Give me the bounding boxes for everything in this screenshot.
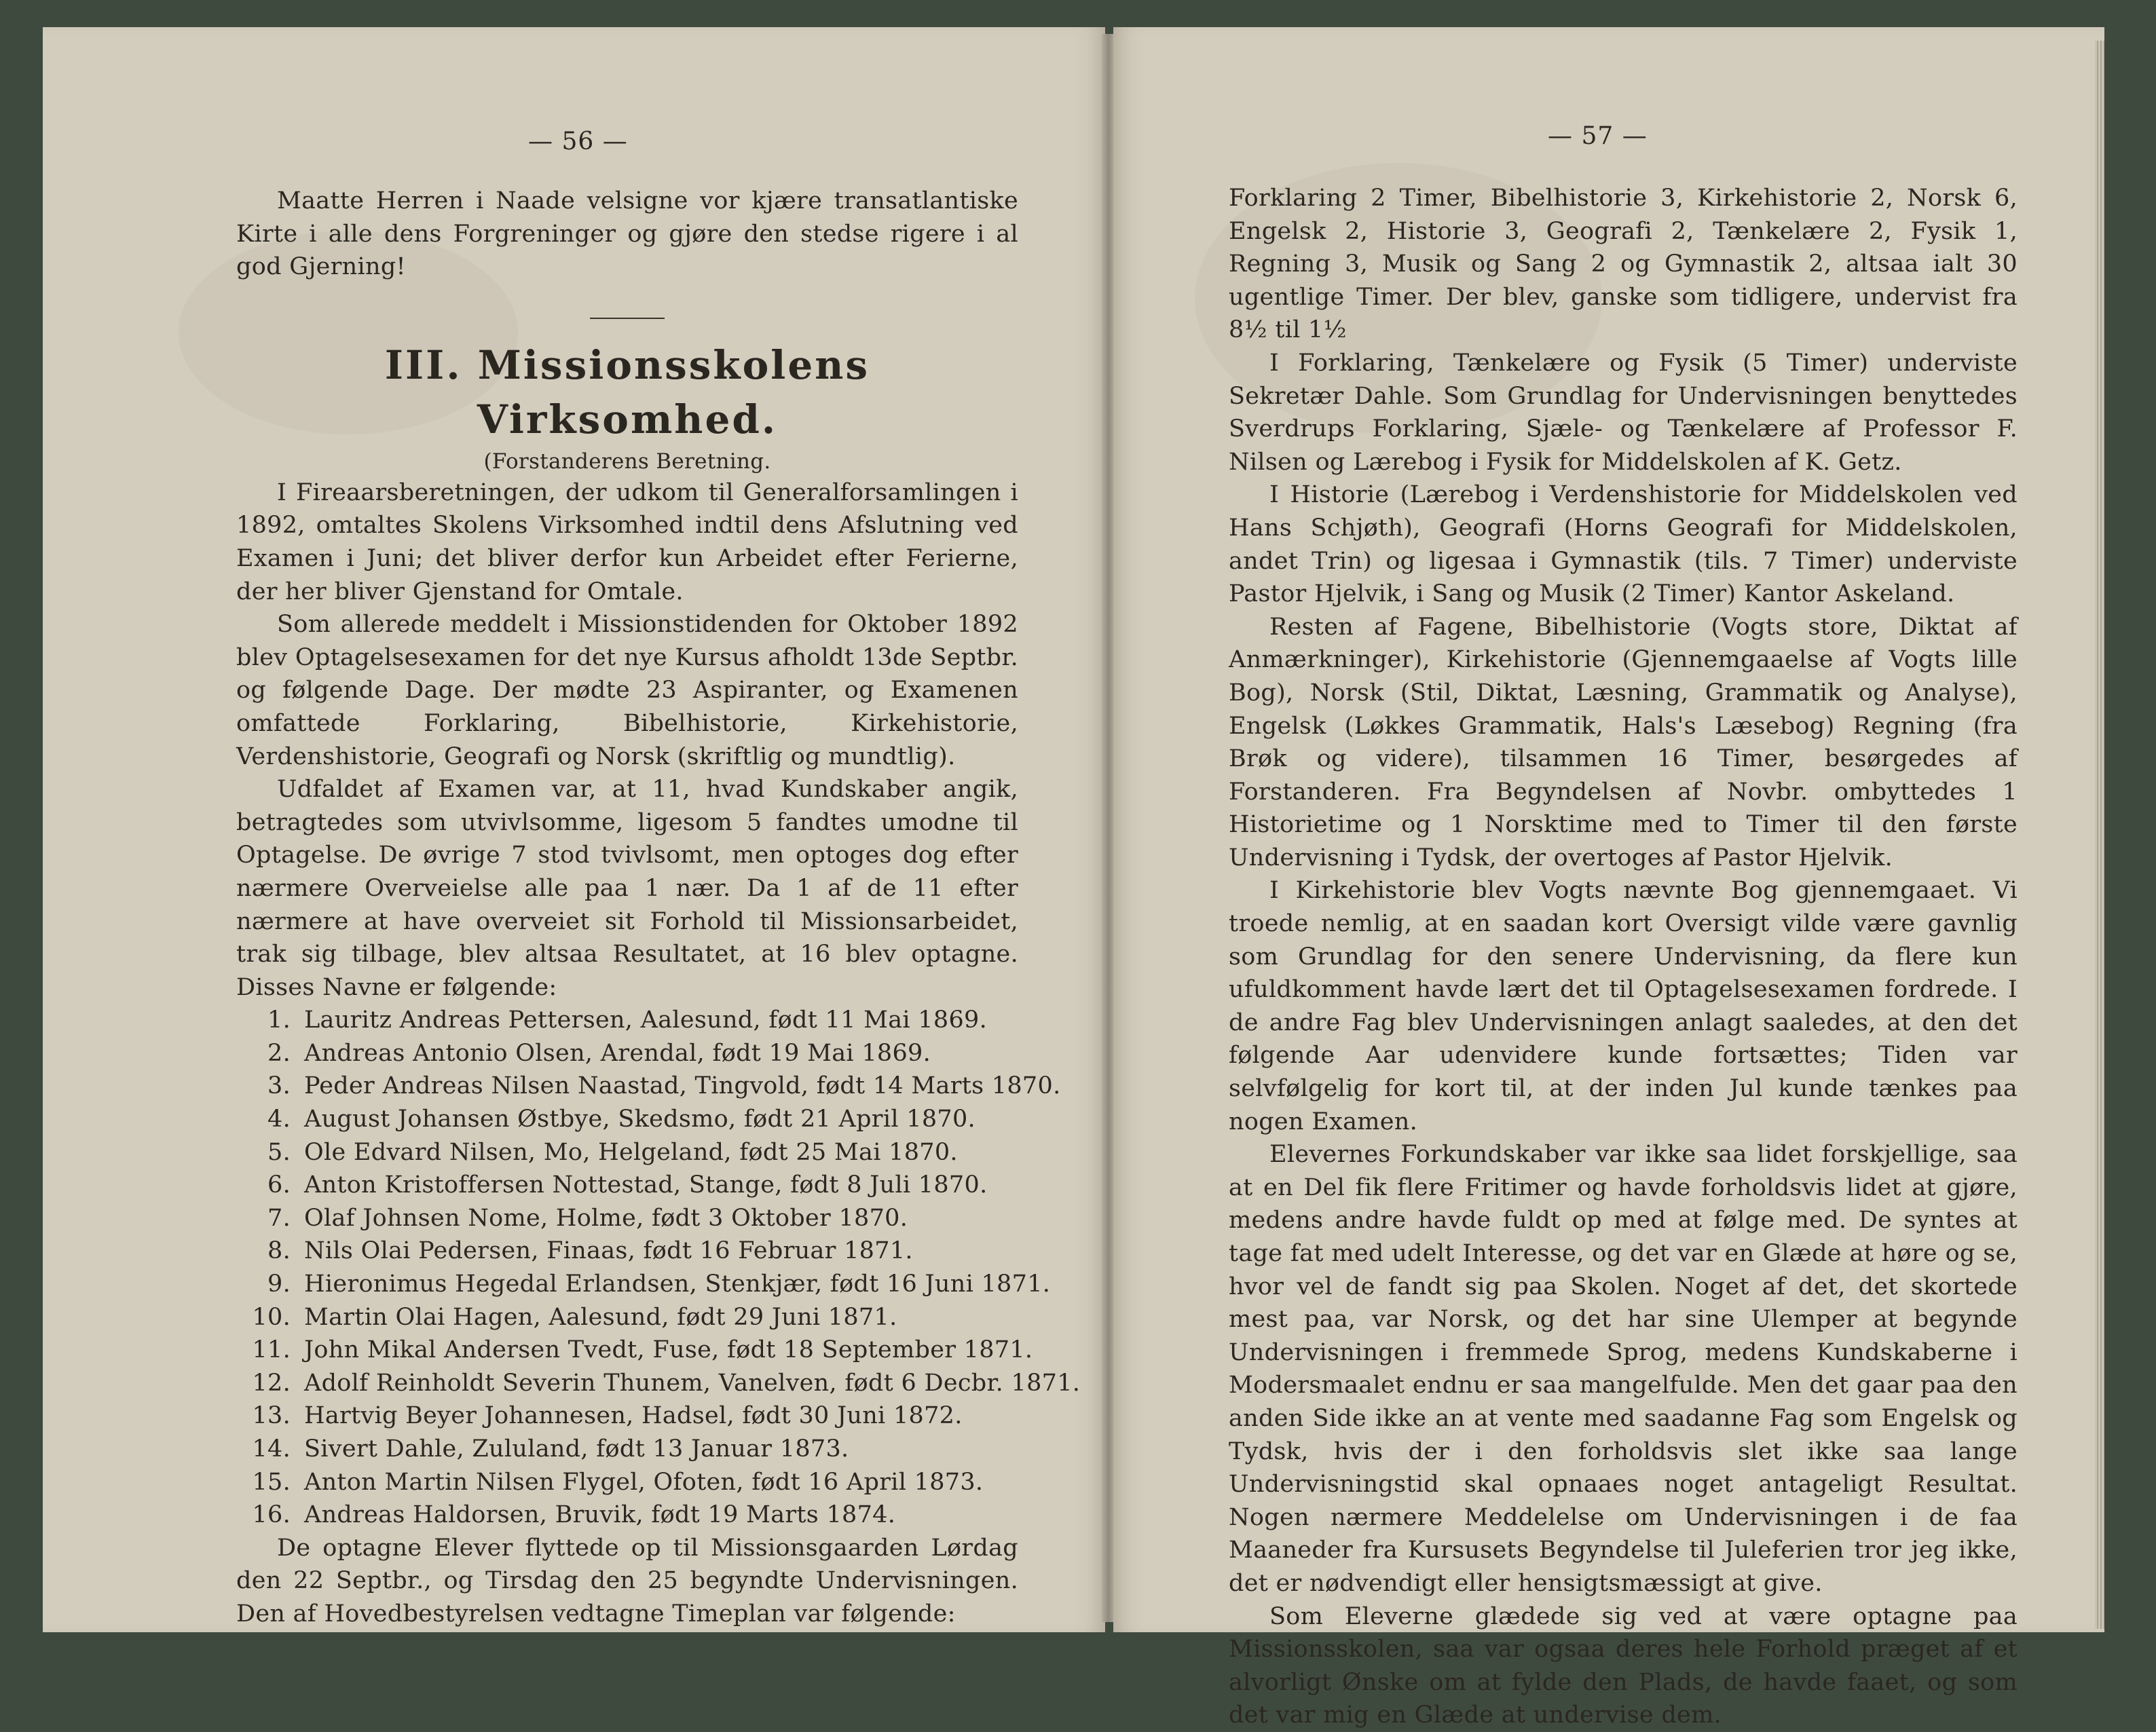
list-item: 14. Sivert Dahle, Zululand, født 13 Januar 1873. — [252, 1435, 849, 1463]
section-subtitle: (Forstanderens Beretning. — [483, 449, 771, 474]
list-item: 3. Peder Andreas Nilsen Naastad, Tingvold, født 14 Marts 1870. — [267, 1072, 1061, 1100]
paragraph: De optagne Elever flyttede op til Missionsgaarden Lørdag den 22 Septbr., og Tirsdag den 25 begyndte Undervisningen. Den af Hovedbestyrelsen vedtagne Timeplan var følgende: — [236, 1534, 1018, 1627]
list-item: 12. Adolf Reinholdt Severin Thunem, Vanelven, født 6 Decbr. 1871. — [252, 1369, 1081, 1397]
paragraph: I Fireaarsberetningen, der udkom til Generalforsamlingen i 1892, omtaltes Skolens Virksomhed indtil dens Afslutning ved Examen i Juni; det bliver derfor kun Arbeidet efter Ferierne, der her bliver Gjenstand for Omtale. — [236, 478, 1018, 605]
paragraph: I Forklaring, Tænkelære og Fysik (5 Timer) underviste Sekretær Dahle. Som Grundlag for Undervisningen benyttedes Sverdrups Forklaring, Sjæle- og Tænkelære af Professor F. Nilsen og Lærebog i Fysik for Middelskolen af K. Getz. — [1229, 349, 2018, 476]
list-item: 13. Hartvig Beyer Johannesen, Hadsel, født 30 Juni 1872. — [252, 1402, 963, 1430]
right-page — [1113, 27, 2104, 1729]
paragraph: Resten af Fagene, Bibelhistorie (Vogts store, Diktat af Anmærkninger), Kirkehistorie (Gjennemgaaelse af Vogts lille Bog), Norsk (Stil, Diktat, Læsning, Grammatik og Analyse), Engelsk (Løkkes Grammatik, Hals's Læsebog) Regning (fra Brøk og videre), tilsammen 16 Timer, besørgedes af Forstanderen. Fra Begyndelsen af Novbr. ombyttedes 1 Historietime og 1 Norsktime med to Timer til den første Undervisning i Tydsk, der overtoges af Pastor Hjelvik. — [1229, 613, 2018, 871]
section-title: III. Missionsskolens Virksomhed. — [384, 341, 870, 443]
list-item: 16. Andreas Haldorsen, Bruvik, født 19 Marts 1874. — [252, 1501, 896, 1529]
paragraph: I Historie (Lærebog i Verdenshistorie for Middelskolen ved Hans Schjøth), Geografi (Horns Geografi for Middelskolen, andet Trin) og ligesaa i Gymnastik (tils. 7 Timer) underviste Pastor Hjelvik, i Sang og Musik (2 Timer) Kantor Askeland. — [1229, 481, 2018, 608]
page-number: — 56 — — [528, 128, 628, 155]
section-divider — [590, 318, 665, 319]
list-item: 7. Olaf Johnsen Nome, Holme, født 3 Oktober 1870. — [267, 1204, 908, 1232]
list-item: 4. August Johansen Østbye, Skedsmo, født 21 April 1870. — [267, 1106, 975, 1133]
book-spread — [39, 27, 2108, 1729]
closing-paragraph: Maatte Herren i Naade velsigne vor kjære transatlantiske Kirte i alle dens Forgreninger og gjøre den stedse rigere i al god Gjerning! — [236, 187, 1018, 281]
paragraph: Udfaldet af Examen var, at 11, hvad Kundskaber angik, betragtedes som utvivlsomme, ligesom 5 fandtes umodne til Optagelse. De øvrige 7 stod tvivlsomt, men optoges dog efter nærmere Overveielse alle paa 1 nær. Da 1 af de 11 efter nærmere at have overveiet sit Forhold til Missionsarbeidet, trak sig tilbage, blev altsaa Resultatet, at 16 blev optagne. Disses Navne er følgende: — [236, 776, 1018, 1001]
list-item: 6. Anton Kristoffersen Nottestad, Stange, født 8 Juli 1870. — [267, 1171, 988, 1199]
paragraph: Som allerede meddelt i Missionstidenden for Oktober 1892 blev Optagelsesexamen for det nye Kursus afholdt 13de Septbr. og følgende Dage. Der mødte 23 Aspiranter, og Examenen omfattede Forklaring, Bibelhistorie, Kirkehistorie, Verdenshistorie, Geografi og Norsk (skriftlig og mundtlig). — [236, 611, 1018, 770]
list-item: 8. Nils Olai Pedersen, Finaas, født 16 Februar 1871. — [267, 1237, 913, 1265]
left-page — [43, 27, 1105, 1632]
paragraph: Elevernes Forkundskaber var ikke saa lidet forskjellige, saa at en Del fik flere Fritimer og havde forholdsvis lidet at gjøre, medens andre havde fuldt op med at følge med. De syntes at tage fat med udelt Interesse, og det var en Glæde at høre og se, hvor vel de fandt sig paa Skolen. Noget af det, det skortede mest paa, var Norsk, og det har sine Ulemper at begynde Undervisningen i fremmede Sprog, medens Kundskaberne i Modersmaalet endnu er saa mangelfulde. Men det gaar paa den anden Side ikke an at vente med saadanne Fag som Engelsk og Tydsk, hvis der i den forholdsvis slet ikke saa lange Undervisningstid skal opnaaes noget antageligt Resultat. Nogen nærmere Meddelelse om Undervisningen i de faa Maaneder fra Kursusets Begyndelse til Juleferien tror jeg ikke, det er nødvendigt eller hensigtsmæssigt at give. — [1229, 1141, 2018, 1597]
student-list — [236, 1004, 1081, 1532]
list-item: 10. Martin Olai Hagen, Aalesund, født 29 Juni 1871. — [252, 1303, 897, 1331]
list-item: 2. Andreas Antonio Olsen, Arendal, født 19 Mai 1869. — [267, 1039, 931, 1067]
paragraph: Forklaring 2 Timer, Bibelhistorie 3, Kirkehistorie 2, Norsk 6, Engelsk 2, Historie 3, Geografi 2, Tænkelære 2, Fysik 1, Regning 3, Musik og Sang 2 og Gymnastik 2, altsaa ialt 30 ugentlige Timer. Der blev, ganske som tidligere, undervist fra 8½ til 1½ — [1229, 185, 2018, 344]
left-page-text — [236, 185, 1081, 1631]
paragraph: I Kirkehistorie blev Vogts nævnte Bog gjennemgaaet. Vi troede nemlig, at en saadan kort Oversigt vilde være gavnlig som Grundlag for den senere Undervisning, da flere kun ufuldkomment havde lært det til Optagelsesexamen fordrede. I de andre Fag blev Undervisningen anlagt saaledes, at den det følgende Aar udenvidere kunde fortsættes; Tiden var selvfølgelig for kort til, at der inden Jul kunde tænkes paa nogen Examen. — [1229, 877, 2018, 1135]
paragraph: Som Eleverne glædede sig ved at være optagne paa Missionsskolen, saa var ogsaa deres hele Forhold præget af et alvorligt Ønske om at fylde den Plads, de havde faaet, og som det var mig en Glæde at undervise dem. — [1229, 1602, 2018, 1729]
list-item: 5. Ole Edvard Nilsen, Mo, Helgeland, født 25 Mai 1870. — [267, 1138, 958, 1166]
list-item: 15. Anton Martin Nilsen Flygel, Ofoten, født 16 April 1873. — [252, 1468, 984, 1496]
page-stack-edge — [2095, 41, 2104, 1629]
list-item: 9. Hieronimus Hegedal Erlandsen, Stenkjær, født 16 Juni 1871. — [267, 1270, 1051, 1298]
right-page-text — [1229, 182, 2018, 1732]
list-item: 1. Lauritz Andreas Pettersen, Aalesund, født 11 Mai 1869. — [267, 1006, 988, 1034]
list-item: 11. John Mikal Andersen Tvedt, Fuse, født 18 September 1871. — [252, 1336, 1033, 1364]
page-number: — 57 — — [1548, 122, 1648, 150]
